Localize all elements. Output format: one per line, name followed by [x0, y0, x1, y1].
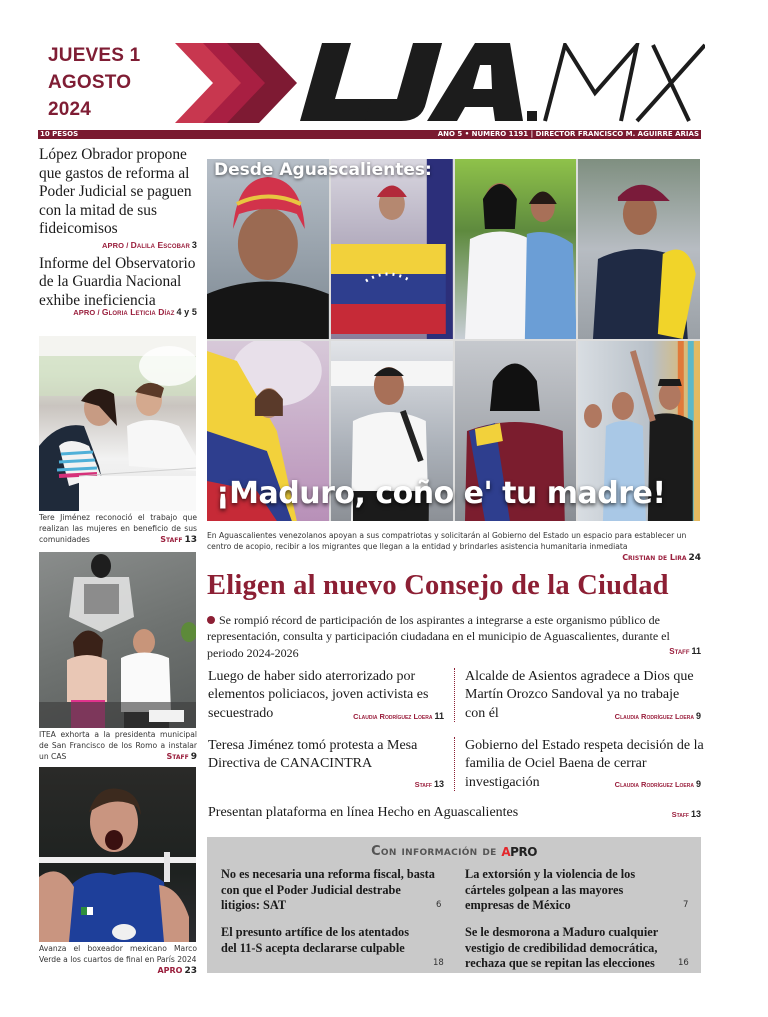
- collage-photo-2: [331, 159, 453, 339]
- apro-box: [207, 837, 701, 973]
- lead-headline[interactable]: Eligen al nuevo Consejo de la Ciudad: [207, 570, 669, 601]
- story-byline: Claudia Rodríguez Loera 9: [614, 779, 701, 789]
- story-canacintra[interactable]: Teresa Jiménez tomó protesta a Mesa Directiva de CANACINTRA: [208, 738, 418, 772]
- apro-logo: apro: [501, 841, 537, 861]
- photo-image-icon: [39, 552, 196, 728]
- issue-date: [48, 42, 178, 123]
- price-label: 10 PESOS: [40, 130, 79, 138]
- apro-story-sat[interactable]: No es necesaria una reforma fiscal, basta con que el Poder Judicial destrabe litigios: SAT: [221, 867, 435, 912]
- apro-story-page: 18: [433, 958, 444, 968]
- photo-itea[interactable]: [39, 552, 196, 728]
- photo-image-icon: [207, 159, 329, 339]
- issue-info: AÑO 5 • NÚMERO 1191 | DIRECTOR FRANCISCO M. AGUIRRE ARIAS: [437, 130, 699, 138]
- story-byline: Claudia Rodríguez Loera 9: [614, 711, 701, 721]
- photo-marco-verde[interactable]: [39, 767, 196, 942]
- story-joven-activista[interactable]: Luego de haber sido aterrorizado por elementos policiacos, joven activista es secuestrado: [208, 669, 429, 721]
- photo-caption: Tere Jiménez reconoció el trabajo que realizan las mujeres en beneficio de sus comunidades Staff 13: [39, 513, 197, 545]
- story-headline[interactable]: López Obrador propone que gastos de reforma al Poder Judicial se paguen con la mitad de sus fideicomisos: [39, 146, 192, 237]
- apro-story-maduro[interactable]: Se le desmorona a Maduro cualquier vestigio de credibilidad democrática, rechaza que se repitan las elecciones: [465, 925, 659, 970]
- photo-tere-jimenez[interactable]: [39, 336, 196, 511]
- caption-byline: Staff 13: [160, 535, 197, 545]
- photo-image-icon: [455, 159, 577, 339]
- story-byline: APRO / Gloria Leticia Díaz 4 y 5: [73, 307, 197, 317]
- story-hecho-en-ags[interactable]: Presentan plataforma en línea Hecho en Aguascalientes: [208, 805, 519, 820]
- photo-image-icon: [578, 159, 700, 339]
- photo-image-icon: [331, 159, 453, 339]
- story-guardia-nacional[interactable]: [39, 255, 197, 318]
- photo-image-icon: [39, 336, 196, 511]
- column-divider: [454, 668, 455, 722]
- masthead-bar: [38, 130, 701, 139]
- date-month: AGOSTO: [48, 72, 132, 93]
- column-divider: [454, 737, 455, 791]
- story-alcalde-asientos[interactable]: Alcalde de Asientos agradece a Dios que Martín Orozco Sandoval ya no trabaje con él: [465, 669, 694, 721]
- apro-box-title: Con información de apro: [371, 841, 537, 861]
- left-column-stories: [39, 146, 197, 317]
- story-amlo-reforma[interactable]: [39, 146, 197, 250]
- main-photo-collage[interactable]: [207, 159, 700, 521]
- collage-photo-1: [207, 159, 329, 339]
- apro-story-page: 16: [678, 958, 689, 968]
- apro-story-11s[interactable]: El presunto artífice de los atentados del 11-S acepta declararse culpable: [221, 925, 409, 955]
- lead-dek: Se rompió récord de participación de los aspirantes a integrarse a este organismo público de representación, consulta y participación ciudadana en el municipio de Aguascalientes, durante el periodo 2024-2026: [207, 613, 670, 660]
- caption-byline: Staff 9: [166, 752, 197, 762]
- apro-story-page: 7: [683, 900, 689, 910]
- date-year: 2024: [48, 99, 92, 120]
- bullet-icon: [207, 616, 215, 624]
- photo-caption: Avanza el boxeador mexicano Marco Verde a los cuartos de final en París 2024 APRO 23: [39, 944, 197, 976]
- caption-byline: Cristian de Lira 24: [622, 553, 701, 563]
- collage-photo-4: [578, 159, 700, 339]
- collage-photo-3: [455, 159, 577, 339]
- caption-byline: APRO 23: [157, 966, 197, 976]
- lead-byline: Staff 11: [669, 646, 701, 656]
- apro-story-carteles[interactable]: La extorsión y la violencia de los cárteles golpean a las mayores empresas de México: [465, 867, 636, 912]
- main-photo-caption: En Aguascalientes venezolanos apoyan a sus compatriotas y solicitarán al Gobierno del Estado un espacio para establecer un centro de acopio, recibir a los migrantes que llegan a la entidad y brindarles asistencia humanitaria inmediata Cristian de Lira 24: [207, 531, 701, 563]
- chevron-logo-icon: [175, 43, 705, 123]
- story-byline: Staff 13: [671, 809, 701, 819]
- photo-caption: ITEA exhorta a la presidenta municipal de San Francisco de los Romo a instalar un CAS Staff 9: [39, 730, 197, 762]
- story-byline: APRO / Dalila Escobar 3: [102, 239, 197, 250]
- collage-kicker: Desde Aguascalientes:: [214, 160, 432, 180]
- story-ociel-baena[interactable]: Gobierno del Estado respeta decisión de la familia de Ociel Baena de cerrar investigación: [465, 738, 704, 790]
- story-headline[interactable]: Informe del Observatorio de la Guardia Nacional exhibe ineficiencia: [39, 254, 196, 309]
- story-byline: Claudia Rodríguez Loera 11: [353, 711, 444, 721]
- story-byline: Staff 13: [414, 779, 444, 789]
- date-weekday: JUEVES 1: [48, 45, 141, 66]
- collage-headline[interactable]: ¡Maduro, coño e' tu madre!: [216, 476, 666, 511]
- lja-mx-logo[interactable]: [175, 43, 705, 123]
- apro-story-page: 6: [436, 900, 442, 910]
- photo-image-icon: [39, 767, 196, 942]
